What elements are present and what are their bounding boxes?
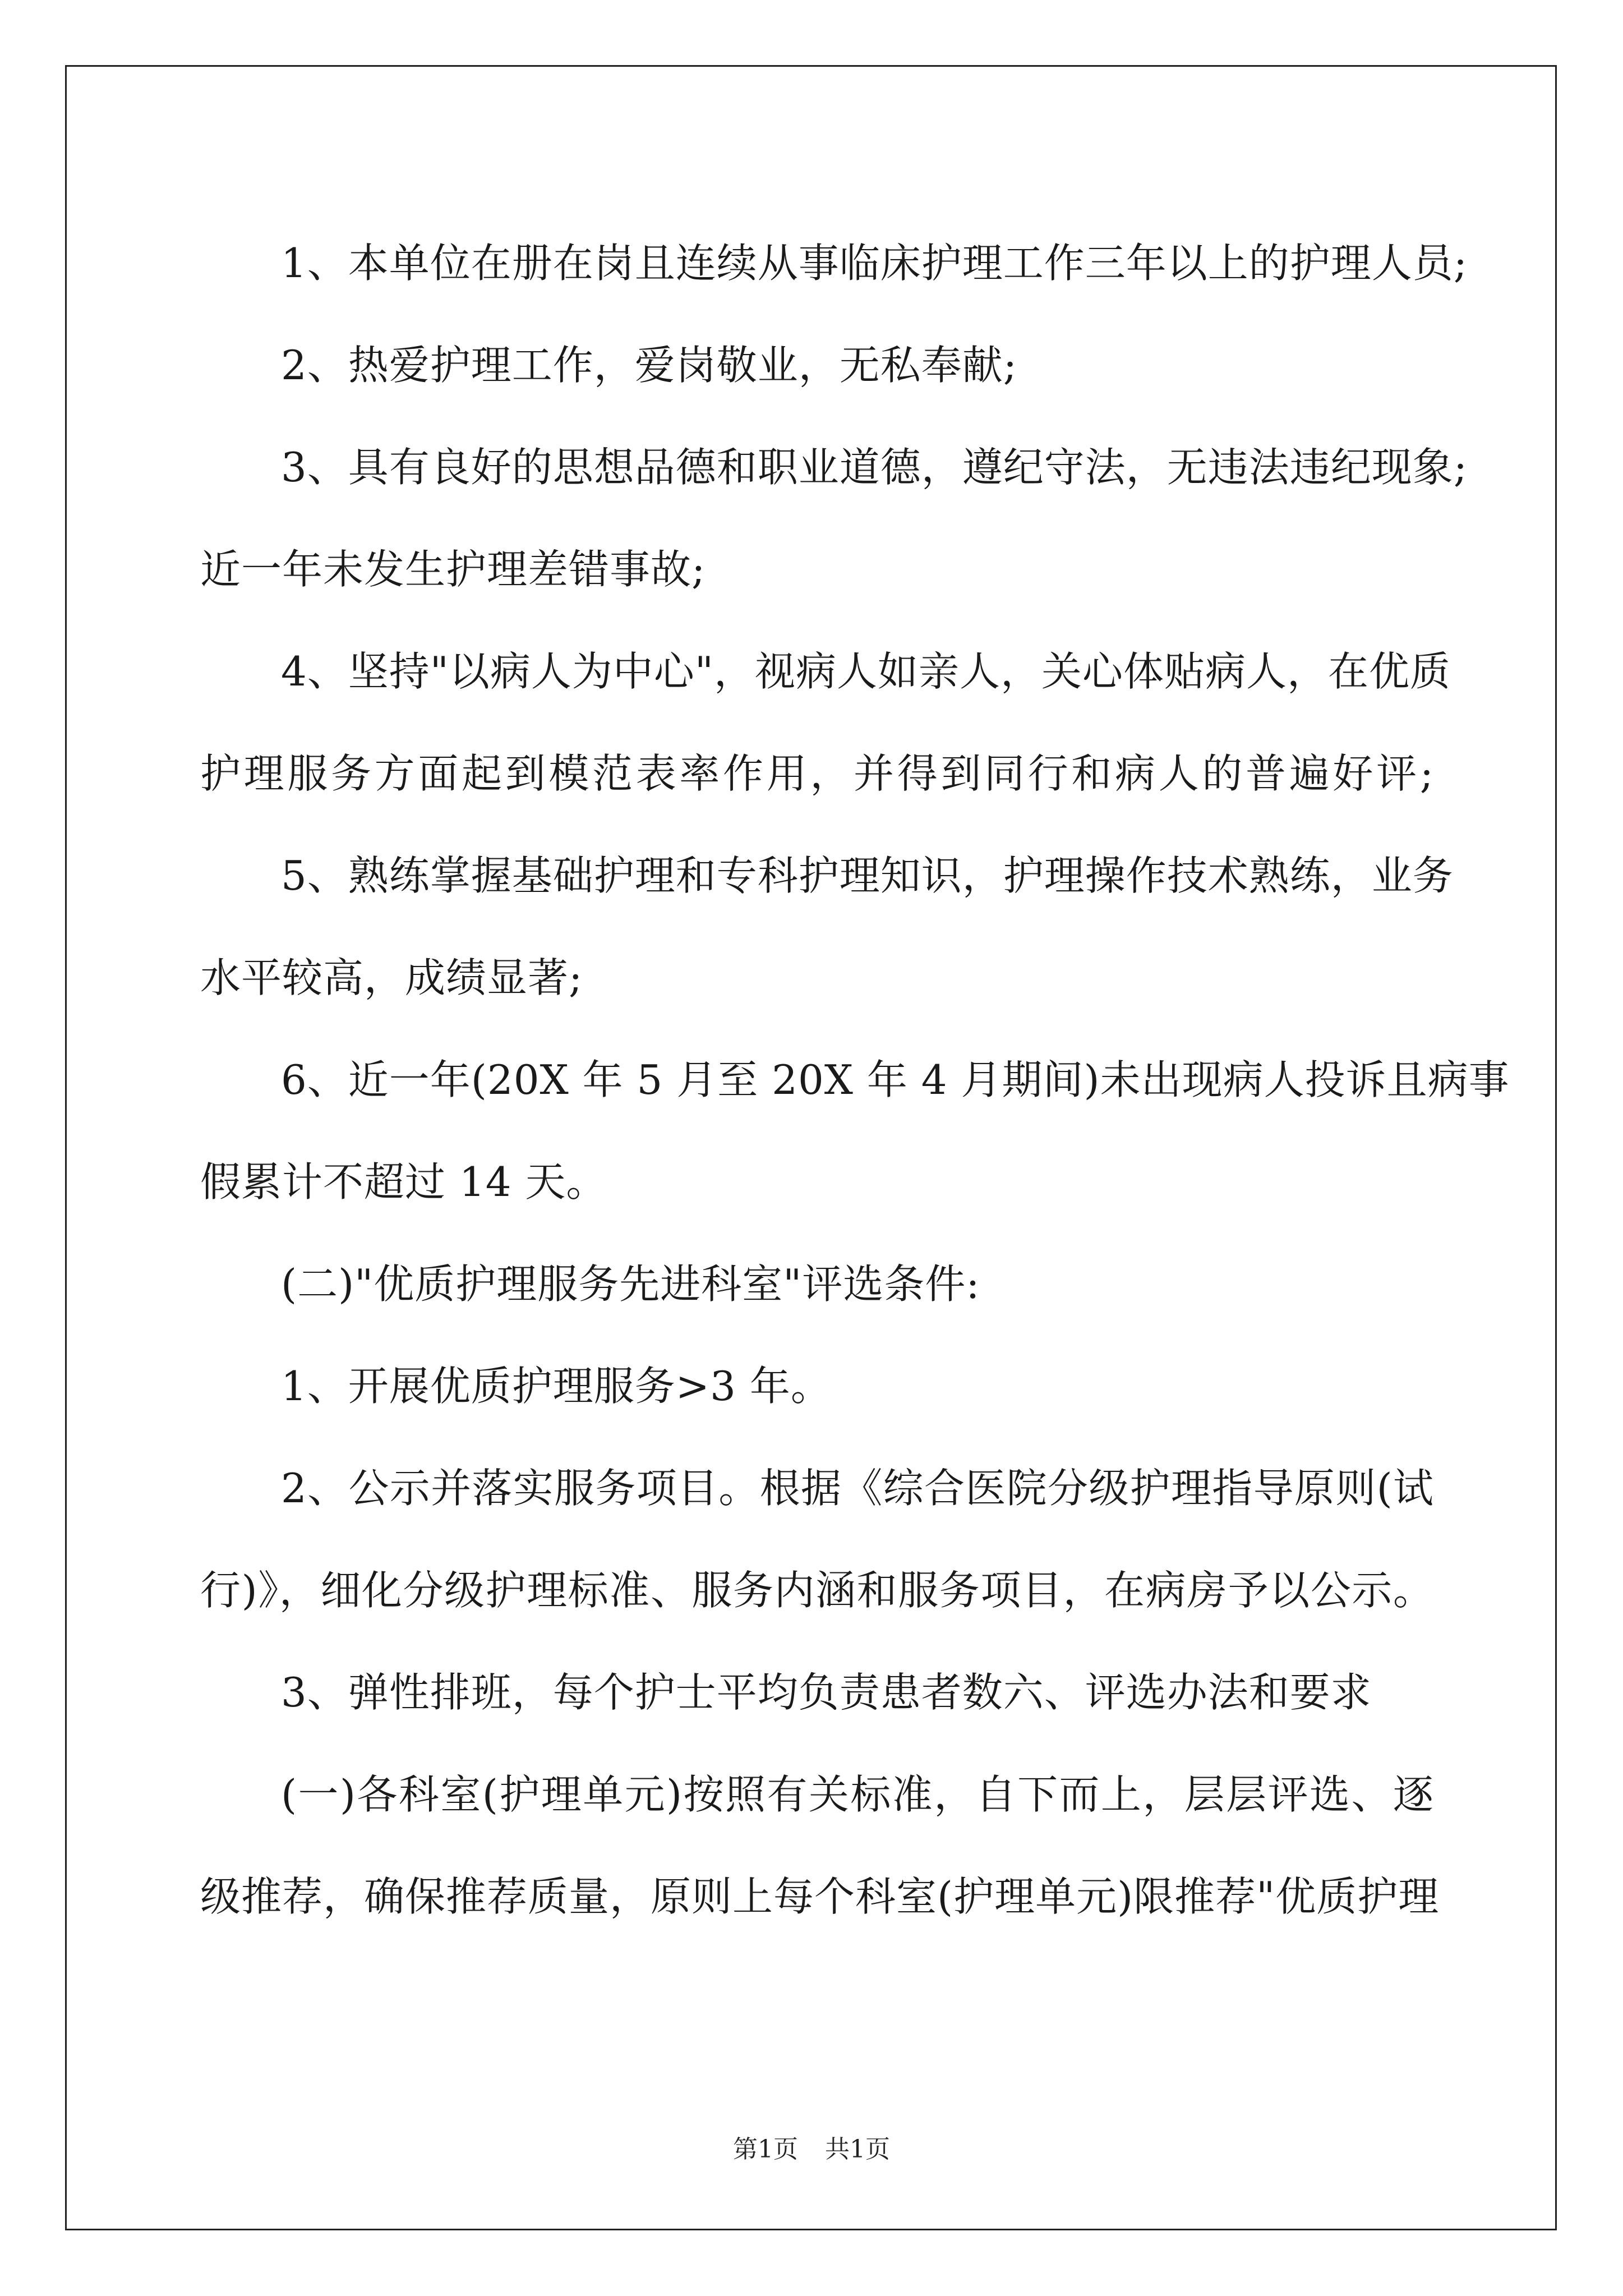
page-number: 第1页 xyxy=(733,2135,798,2164)
document-body xyxy=(200,212,1510,1948)
text-line: 5、熟练掌握基础护理和专科护理知识，护理操作技术熟练，业务 xyxy=(281,852,1454,899)
text-line: 2、热爱护理工作，爱岗敬业，无私奉献; xyxy=(281,342,1018,389)
text-line: 1、本单位在册在岗且连续从事临床护理工作三年以上的护理人员; xyxy=(281,240,1468,287)
text-line: 护理服务方面起到模范表率作用，并得到同行和病人的普遍好评; xyxy=(200,750,1434,797)
text-line: 水平较高，成绩显著; xyxy=(200,954,583,1001)
text-line: 6、近一年(20X 年 5 月至 20X 年 4 月期间)未出现病人投诉且病事 xyxy=(281,1056,1510,1103)
text-line: 行)》，细化分级护理标准、服务内涵和服务项目，在病房予以公示。 xyxy=(200,1567,1434,1614)
text-line: 近一年未发生护理差错事故; xyxy=(200,546,706,593)
page-total: 共1页 xyxy=(825,2135,890,2164)
text-line: 4、坚持"以病人为中心"，视病人如亲人，关心体贴病人，在优质 xyxy=(281,648,1451,695)
text-line: 3、弹性排班，每个护士平均负责患者数六、评选办法和要求 xyxy=(281,1669,1372,1716)
text-line: (二)"优质护理服务先进科室"评选条件: xyxy=(281,1260,980,1308)
text-line: (一)各科室(护理单元)按照有关标准，自下而上，层层评选、逐 xyxy=(281,1771,1434,1818)
text-line: 级推荐，确保推荐质量，原则上每个科室(护理单元)限推荐"优质护理 xyxy=(200,1873,1440,1920)
page-footer xyxy=(0,2129,1623,2165)
text-line: 1、开展优质护理服务>3 年。 xyxy=(281,1363,832,1410)
text-line: 2、公示并落实服务项目。根据《综合医院分级护理指导原则(试 xyxy=(281,1465,1434,1512)
text-line: 3、具有良好的思想品德和职业道德，遵纪守法，无违法违纪现象; xyxy=(281,444,1468,491)
text-line: 假累计不超过 14 天。 xyxy=(200,1158,607,1205)
